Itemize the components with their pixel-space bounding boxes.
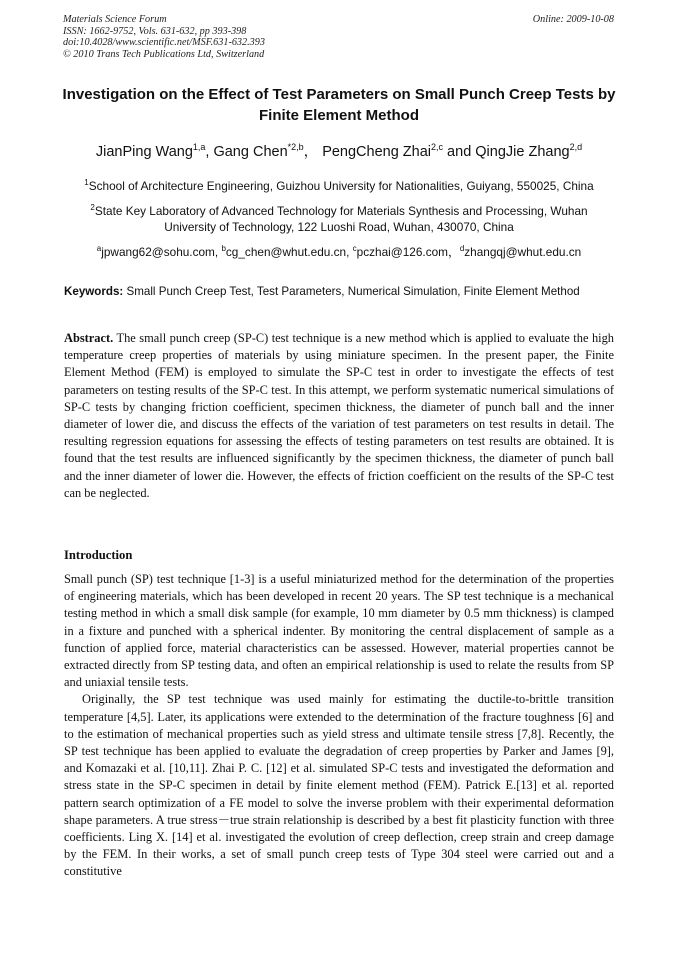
author: PengCheng Zhai$^{2,c}$ xyxy=(322,142,444,160)
paper-title: Investigation on the Effect of Test Parameters on Small Punch Creep Tests by Finite Element Method xyxy=(62,86,616,124)
affiliation-1: $^1$School of Architecture Engineering, Guizhou University for Nationalities, Guiyang, 550025, China xyxy=(84,178,594,193)
email-link[interactable]: zhangqj@whut.edu.cn xyxy=(464,245,582,259)
keywords-text: Small Punch Creep Test, Test Parameters, Numerical Simulation, Finite Element Method xyxy=(126,285,580,298)
journal-header xyxy=(63,14,265,60)
journal-name: Materials Science Forum xyxy=(63,14,167,25)
email-list: $^a$jpwang62@sohu.com, $^b$cg_chen@whut.edu.cn, $^c$pczhai@126.com，$^d$zhangqj@whut.edu.cn xyxy=(96,244,582,259)
author: Gang Chen$^{*2,b}$ xyxy=(213,142,304,160)
email-link[interactable]: pczhai@126.com xyxy=(356,245,448,259)
abstract-text: The small punch creep (SP-C) test technique is a new method which is applied to evaluate the high temperature creep properties of materials by using miniature specimen. In the present paper, the Finite Element Method (FEM) is employed to simulate the SP-C test in order to investigate the effects of test parameters on testing results of the SP-C test. In this attempt, we perform systematic numerical simulations of SP-C tests by changing friction coefficient, specimen thickness, the diameter of punch ball and the inner diameter of lower die, and discuss the effects of the variation of test parameters on test results in detail. The resulting regression equations for assessing the effects of testing parameters on test results are obtained. It is found that the test results are influenced significantly by the specimen thickness, the diameter of punch ball and the inner diameter of lower die. However, the effects of friction coefficient on the results of the SP-C test can be neglected. xyxy=(64,331,614,500)
email-link[interactable]: cg_chen@whut.edu.cn xyxy=(225,245,347,259)
author: JianPing Wang$^{1,a}$ xyxy=(95,142,206,160)
abstract xyxy=(64,330,614,502)
introduction-body xyxy=(64,571,614,881)
doi-line[interactable]: doi:10.4028/www.scientific.net/MSF.631-632.393 xyxy=(63,37,265,49)
online-date: Online: 2009-10-08 xyxy=(532,14,614,25)
copyright-line: © 2010 Trans Tech Publications Ltd, Switzerland xyxy=(63,48,265,60)
paragraph: Originally, the SP test technique was used mainly for estimating the ductile-to-brittle transition temperature [4,5]. Later, its applications were extended to the determination of the fracture toughness [6] and to the estimation of mechanical properties such as yield stress and ultimate tensile stress [7,8]. Recently, the SP test technique has been applied to evaluate the degradation of creep properties by Parker and James [9], and Komazaki et al. [10,11]. Zhai P. C. [12] et al. simulated SP-C tests and investigated the deformation and stress state in the SP-C specimen in detail by finite element method (FEM). Patrick E.[13] et al. reported pattern search optimization of a FE model to solve the inverse problem with their experimental deformation shape parameters. A true stress－true strain relationship is described by a best fit plasticity function with three coefficients. Ling X. [14] et al. investigated the evolution of creep deflection, creep strain and creep damage by the FEM. In their works, a set of small punch creep tests of Type 304 steel were carried out and a constitutive xyxy=(64,692,614,879)
affiliation-2: $^2$State Key Laboratory of Advanced Technology for Materials Synthesis and Processing, Wuhan University of Technology, 122 Luoshi Road, Wuhan, 430070, China xyxy=(90,203,588,234)
abstract-label: Abstract. xyxy=(64,331,114,345)
author: QingJie Zhang$^{2,d}$ xyxy=(475,142,583,160)
email-link[interactable]: jpwang62@sohu.com xyxy=(101,245,215,259)
keywords-label: Keywords: xyxy=(64,285,124,298)
author-list: JianPing Wang$^{1,a}$, Gang Chen$^{*2,b}$， PengCheng Zhai$^{2,c}$ and QingJie Zhang$^{2,d}$ xyxy=(95,142,583,160)
issn-line: ISSN: 1662-9752, Vols. 631-632, pp 393-398 xyxy=(63,25,247,37)
paragraph: Small punch (SP) test technique [1-3] is a useful miniaturized method for the determination of the properties of engineering materials, which has been developed in recent 20 years. The SP test technique is a mechanical testing method in which a small disk sample (for example, 10 mm diameter by 0.5 mm thickness) is clamped in a fixture and punched with a spherical indenter. By monitoring the central displacement of sample as a function of applied force, material characteristics can be assessed. However, material properties cannot be extracted directly from SP testing data, and often an empirical relationship is used to relate the results from SP and uniaxial tensile tests. xyxy=(64,572,614,690)
section-heading-introduction: Introduction xyxy=(64,548,133,562)
keywords xyxy=(64,284,614,300)
